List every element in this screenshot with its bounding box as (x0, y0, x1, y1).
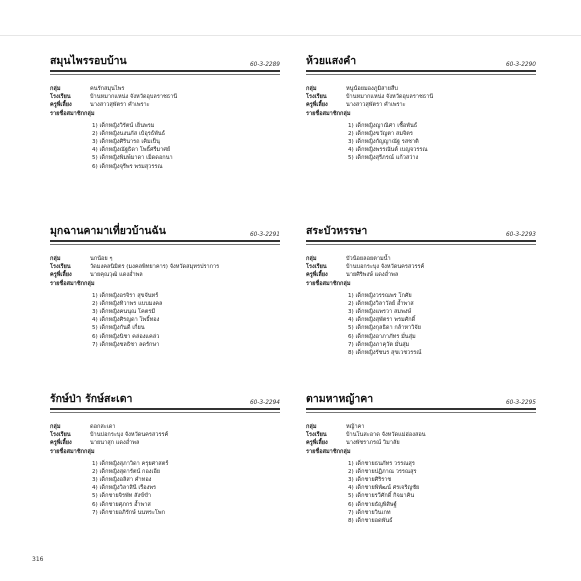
member-item: 5) เด็กหญิงกุลธิดา กล้าหาวิจัย (348, 325, 421, 332)
project-code: 60-3-2294 (249, 400, 280, 406)
member-item: 3) เด็กหญิงแพรวา สมพงษ์ (348, 309, 412, 316)
member-list (306, 292, 536, 358)
member-item: 1) เด็กหญิงวิรัตน์ เย็นพรม (92, 122, 155, 129)
member-item: 4) เด็กชายพิพัฒน์ ศรเจริญชัย (348, 485, 420, 492)
members-label: รายชื่อสมาชิกกลุ่ม (306, 448, 351, 455)
school-label: โรงเรียน (50, 432, 71, 439)
project-title: มุกฉานคามาเที่ยวบ้านฉัน (50, 225, 166, 237)
group-label: กลุ่ม (306, 256, 317, 262)
member-item: 1) เด็กหญิงสุภาวิดา ครุยศาสตร์ (92, 460, 169, 467)
project-header (50, 52, 280, 72)
member-item: 5) เด็กชายรวีศักดิ์ กิจมาคิน (348, 493, 415, 500)
project-header (50, 390, 280, 410)
members-label: รายชื่อสมาชิกกลุ่ม (306, 110, 351, 117)
school-value: บ้านโนสะอาด จังหวัดแม่ฮ่องสอน (346, 432, 426, 439)
mentor-value: นางสาวสุพัตรา คำเพราะ (90, 102, 150, 109)
member-list (306, 460, 536, 526)
mentor-label: ครูพี่เลี้ยง (50, 102, 72, 109)
member-item: 5) เด็กชายจิรพัท สังข์ขำ (92, 493, 152, 500)
member-item: 5) เด็กหญิงกันดี เกี่ยน (92, 325, 145, 332)
mentor-value: นางพัชราภรณ์ วิมาลัย (346, 440, 400, 447)
project-info (306, 255, 536, 288)
project-block-2293 (306, 222, 536, 357)
group-label: กลุ่ม (50, 256, 61, 262)
mentor-value: นายนาสุก แดงอ่ำพล (90, 440, 140, 447)
member-item: 1) เด็กหญิงญาณิศา เชื้อพันธ์ (348, 122, 418, 129)
project-code: 60-3-2295 (505, 400, 536, 406)
project-block-2289 (50, 52, 280, 171)
mentor-label: ครูพี่เลี้ยง (50, 272, 72, 279)
school-value: บ้านหมากแหน่ง จังหวัดอุบลราชธานี (90, 94, 178, 101)
project-info (50, 85, 280, 118)
member-item: 2) เด็กหญิงวิลาวัลย์ อ้ำพาส (348, 300, 414, 307)
project-code: 60-3-2289 (249, 62, 280, 68)
member-item: 1) เด็กหญิงวรรณพร โกศัย (348, 292, 412, 299)
project-block-2291 (50, 222, 280, 349)
member-item: 3) เด็กหญิงอลิสา คำทอง (92, 477, 152, 484)
school-label: โรงเรียน (306, 432, 327, 439)
mentor-label: ครูพี่เลี้ยง (306, 272, 328, 279)
project-title: ตามหาหญ้าคา (306, 393, 374, 405)
top-divider (0, 35, 581, 36)
mentor-label: ครูพี่เลี้ยง (306, 102, 328, 109)
project-info (50, 255, 280, 288)
member-item: 2) เด็กหญิงสุดารัตน์ กองเอีย (92, 468, 161, 475)
school-value: บ้านหมากแหน่ง จังหวัดอุบลราชธานี (346, 94, 434, 101)
school-label: โรงเรียน (306, 264, 327, 271)
project-title: ห้วยแสงคำ (306, 55, 357, 67)
group-value: ดอกสะเดา (90, 424, 116, 430)
member-item: 6) เด็กหญิงนิชา คล่องแคล่ว (92, 333, 160, 340)
member-item: 7) เด็กชายวินเกท (348, 509, 391, 516)
member-item: 7) เด็กชายอภิรักษ์ นนทระโพก (92, 509, 165, 516)
group-value: คนรักสมุนไพร (90, 86, 125, 92)
project-header (50, 222, 280, 242)
project-title: สมุนไพรรอบบ้าน (50, 55, 127, 67)
member-item: 3) เด็กหญิงกัญญาณัฐ รสชาติ (348, 139, 419, 146)
school-value: วัดมงคลนิมิตร (มงคลพิทยาคาร) จังหวัดสมุทรปราการ (90, 264, 220, 271)
member-item: 2) เด็กหญิงนงนภัส เบ้อุรธ์พันธ์ (92, 130, 166, 137)
member-item: 4) เด็กหญิงศิรญดา โพธิ์ทอง (92, 317, 160, 324)
member-item: 4) เด็กหญิงสุพัตรา พรมศักดิ์ (348, 317, 416, 324)
school-label: โรงเรียน (50, 264, 71, 271)
group-label: กลุ่ม (306, 86, 317, 92)
project-header (306, 52, 536, 72)
project-block-2290 (306, 52, 536, 163)
member-item: 1) เด็กหญิงอรจิรา สุขจันทร์ (92, 292, 159, 299)
project-title: สระบัวหรรษา (306, 225, 368, 237)
member-item: 1) เด็กชายธนภัทร วรรณสุร (348, 460, 415, 467)
mentor-value: นางสาวสุพัตรา คำเพราะ (346, 102, 406, 109)
member-item: 4) เด็กหญิงพรรณันต์ เบญจวรรณ (348, 147, 428, 154)
group-label: กลุ่ม (50, 424, 61, 430)
group-value: หญ้าคา (346, 424, 365, 430)
mentor-value: นายคุณวุฒิ แดงอ่ำพล (90, 272, 143, 279)
mentor-label: ครูพี่เลี้ยง (50, 440, 72, 447)
member-list (50, 460, 280, 517)
project-title: รักษ์ป่า รักษ์สะเดา (50, 393, 133, 405)
project-code: 60-3-2291 (249, 232, 280, 238)
group-value: บัวน้อยลอยตามน้ำ (346, 256, 391, 262)
member-item: 7) เด็กหญิงชลธิชา ลดรักษา (92, 341, 160, 348)
member-item: 7) เด็กหญิงภาคุวัต มั่นสุ่ม (348, 341, 410, 348)
project-info (306, 423, 536, 456)
member-item: 8) เด็กหญิงรัชนร สุขเวชวรรณ์ (348, 350, 422, 357)
group-value: นกน้อย ๆ (90, 256, 113, 262)
member-item: 3) เด็กชายศิริราช (348, 477, 392, 484)
project-info (306, 85, 536, 118)
project-header (306, 390, 536, 410)
page-number: 316 (32, 556, 44, 563)
members-label: รายชื่อสมาชิกกลุ่ม (50, 448, 95, 455)
project-info (50, 423, 280, 456)
project-code: 60-3-2293 (505, 232, 536, 238)
member-list (50, 292, 280, 349)
members-label: รายชื่อสมาชิกกลุ่ม (50, 280, 95, 287)
member-item: 2) เด็กหญิงขวัญตา สมจิตร (348, 130, 413, 137)
mentor-value: นายศิริพงษ์ แดงอ่ำพล (346, 272, 399, 279)
project-block-2294 (50, 390, 280, 517)
group-value: หนูน้อยมองภูมิสายสืบ (346, 86, 398, 92)
members-label: รายชื่อสมาชิกกลุ่ม (50, 110, 95, 117)
member-item: 6) เด็กหญิงอาภาภัทร มั่นสุ่ม (348, 333, 416, 340)
school-label: โรงเรียน (50, 94, 71, 101)
member-item: 6) เด็กชายศุภกร อ้ำพาส (92, 501, 151, 508)
member-item: 5) เด็กหญิงสุรีภรณ์ แก้วสว่าง (348, 155, 419, 162)
member-item: 4) เด็กหญิงวิลาสินี เรืองพร (92, 485, 157, 492)
member-list (50, 122, 280, 171)
member-item: 8) เด็กชายอดพันธ์ (348, 518, 393, 525)
member-item: 3) เด็กหญิงศิรินารถ เคิมเป็นุ (92, 139, 160, 146)
project-code: 60-3-2290 (505, 62, 536, 68)
member-item: 6) เด็กชายธัญพิสิษฐ์ (348, 501, 397, 508)
project-header (306, 222, 536, 242)
school-value: บ้านบ่อกระบุง จังหวัดนครสวรรค์ (90, 432, 169, 439)
group-label: กลุ่ม (50, 86, 61, 92)
members-label: รายชื่อสมาชิกกลุ่ม (306, 280, 351, 287)
mentor-label: ครูพี่เลี้ยง (306, 440, 328, 447)
project-block-2295 (306, 390, 536, 525)
group-label: กลุ่ม (306, 424, 317, 430)
member-item: 6) เด็กหญิงจุรีพร พรมสุวรรณ (92, 163, 163, 170)
school-label: โรงเรียน (306, 94, 327, 101)
member-item: 3) เด็กหญิงคนนุณ โคตรมี (92, 309, 156, 316)
member-item: 4) เด็กหญิงณัฐธิดา โพธิ์ศรีมาศย์ (92, 147, 171, 154)
school-value: บ้านบอกระบุง จังหวัดนครสวรรค์ (346, 264, 425, 271)
member-item: 2) เด็กหญิงทิวาพร แบบมงคล (92, 300, 163, 307)
member-item: 5) เด็กหญิงพิมพ์มาดา เม็ดดอกนา (92, 155, 173, 162)
member-list (306, 122, 536, 163)
member-item: 2) เด็กชายปฏิภาณ วรรณสุร (348, 468, 417, 475)
